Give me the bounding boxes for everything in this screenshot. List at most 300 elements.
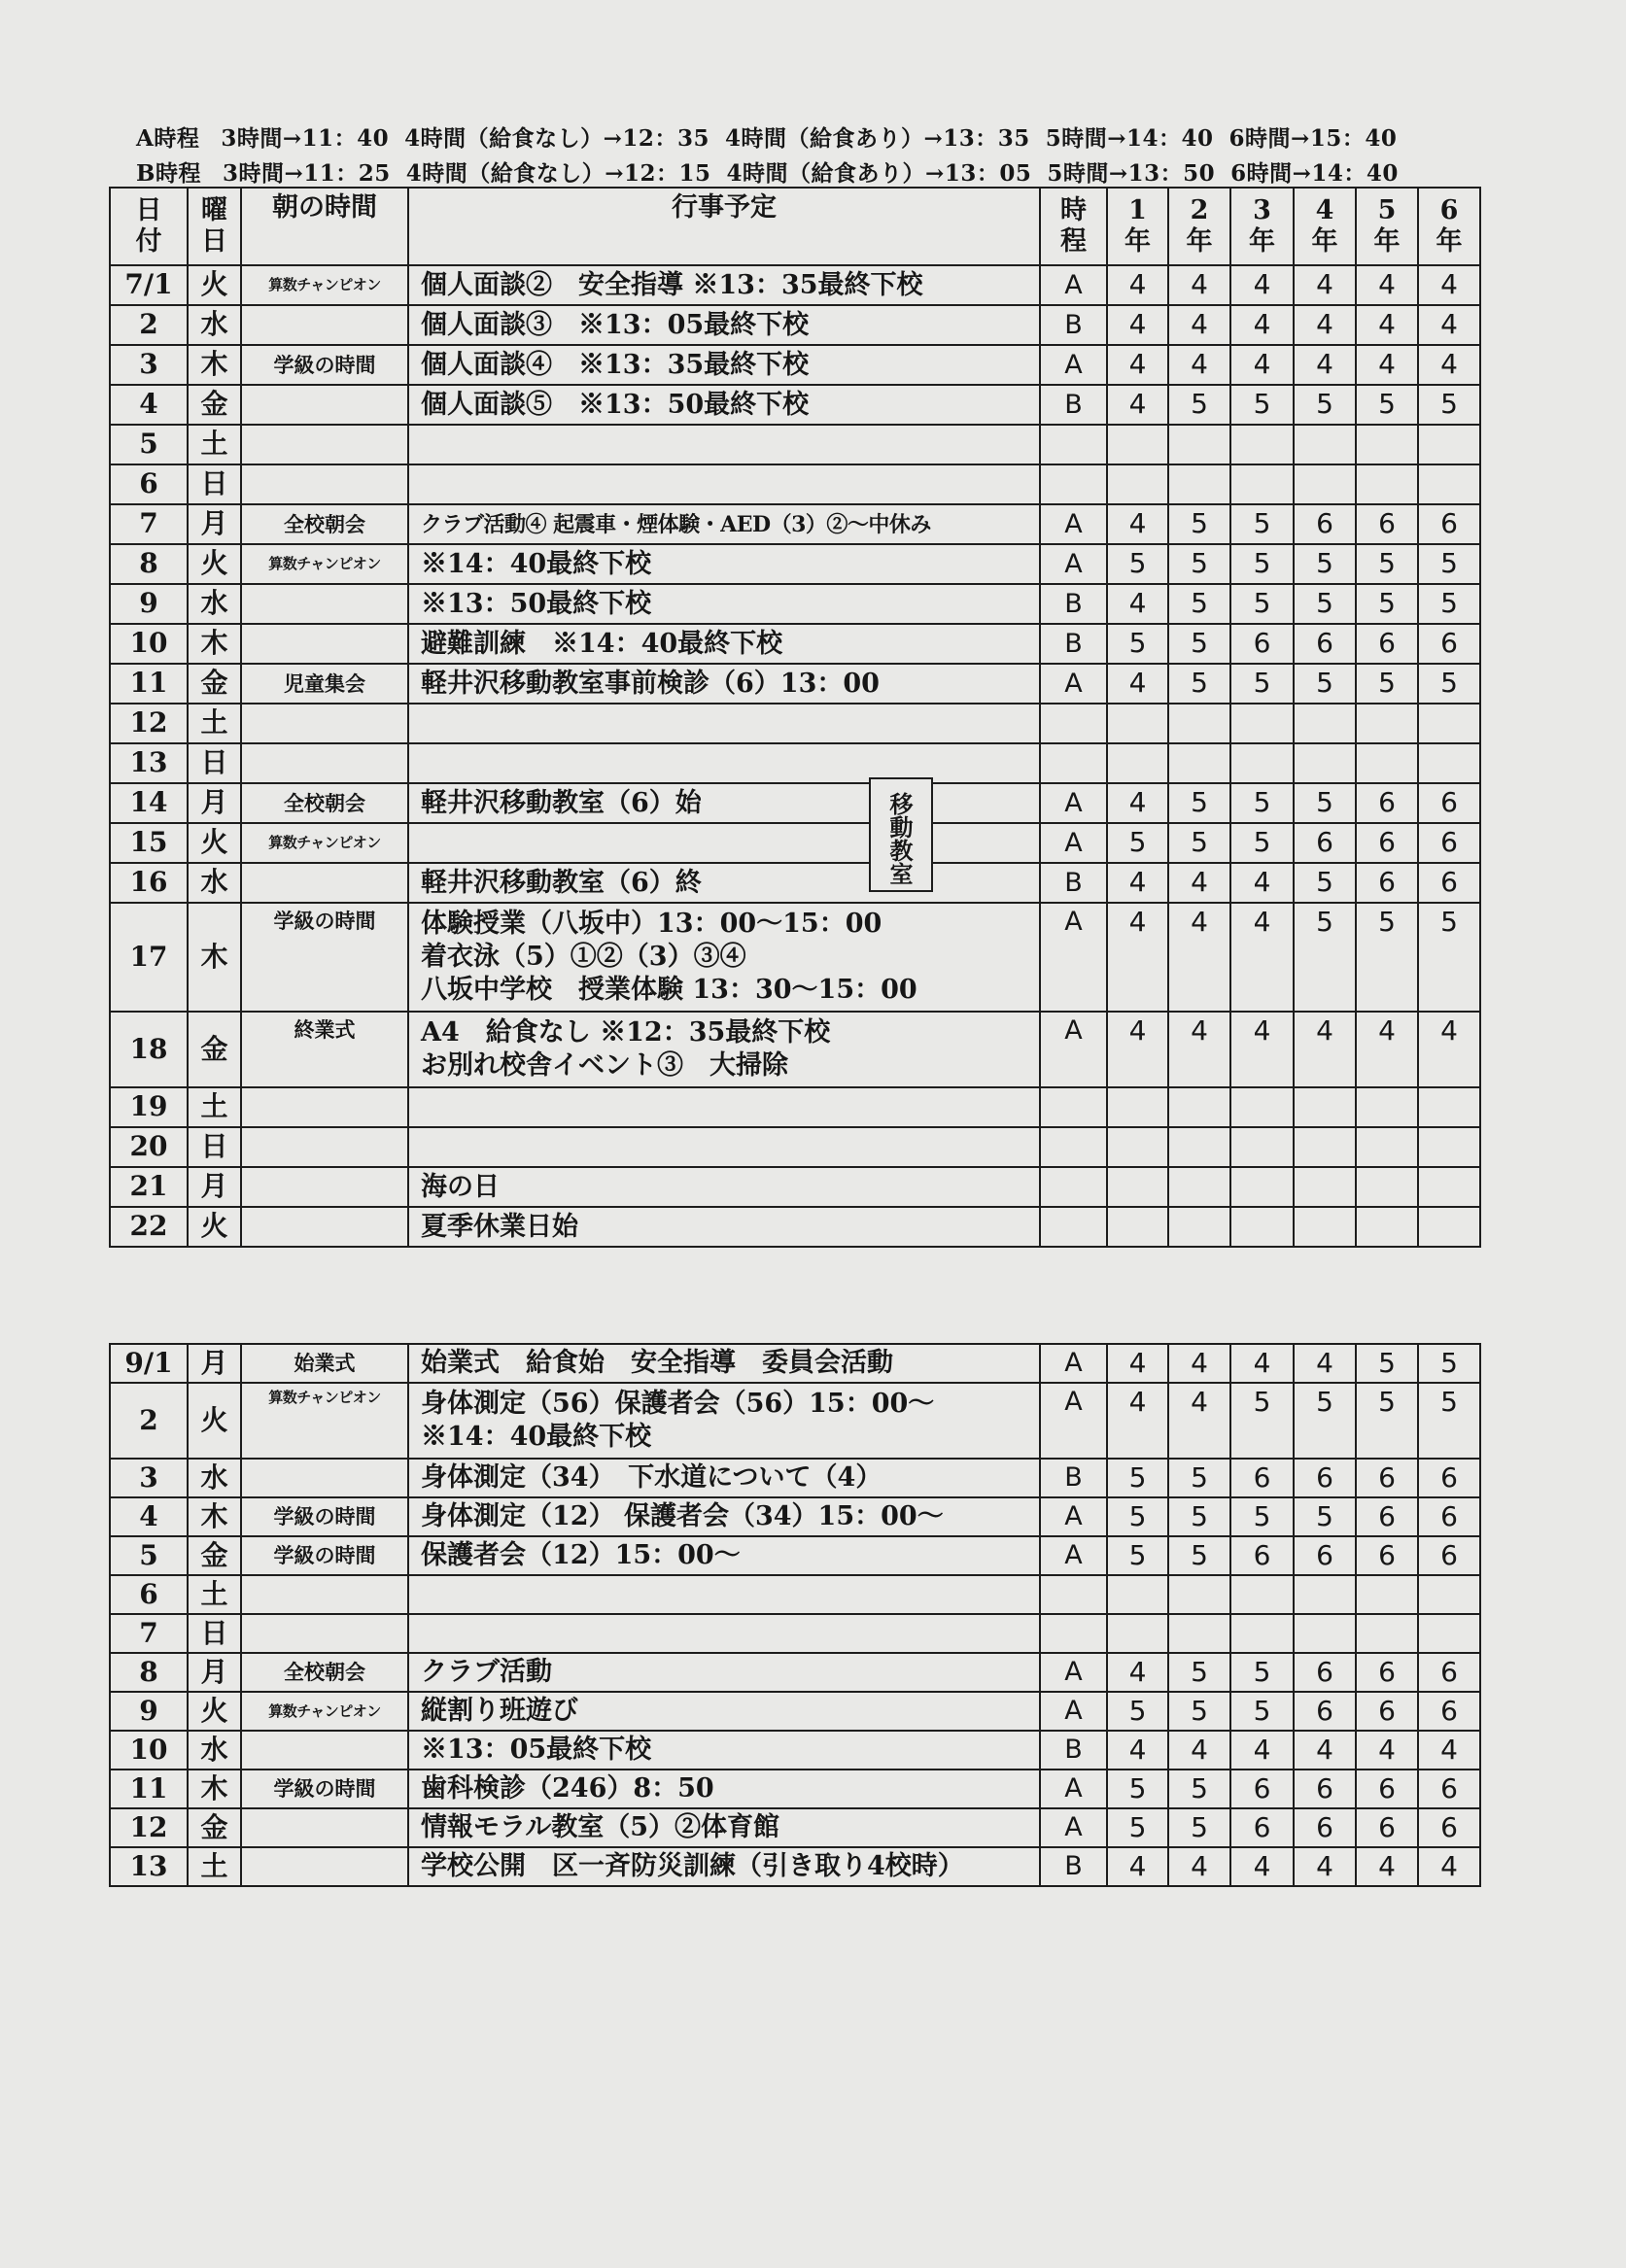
row-grade-2-hours (1168, 1614, 1230, 1653)
row-grade-6-hours: 4 (1418, 1731, 1480, 1770)
row-grade-5-hours: 4 (1356, 305, 1418, 345)
row-weekday: 水 (188, 305, 241, 345)
header-dow-2: 日 (201, 226, 227, 257)
row-jitei: A (1040, 1497, 1107, 1536)
row-date: 2 (110, 305, 188, 345)
header-grade-suffix: 年 (1373, 226, 1401, 257)
row-date: 13 (110, 743, 188, 783)
row-date: 15 (110, 823, 188, 863)
row-date: 12 (110, 1808, 188, 1847)
row-date: 12 (110, 704, 188, 743)
row-morning (241, 305, 408, 345)
row-grade-4-hours (1294, 704, 1356, 743)
row-date: 4 (110, 385, 188, 425)
schedule-row (110, 504, 1480, 544)
schedule-row (110, 783, 1480, 823)
row-grade-6-hours: 4 (1418, 265, 1480, 305)
row-date: 21 (110, 1167, 188, 1207)
row-date: 3 (110, 345, 188, 385)
row-grade-5-hours (1356, 1207, 1418, 1247)
row-morning: 算数チャンピオン (241, 1383, 408, 1459)
row-date: 5 (110, 425, 188, 464)
row-events (408, 1653, 1040, 1692)
event-line: 軽井沢移動教室（6）始 (421, 787, 702, 818)
row-grade-5-hours: 5 (1356, 544, 1418, 584)
row-grade-1-hours: 4 (1107, 783, 1168, 823)
schedule-row (110, 1127, 1480, 1167)
row-events (408, 584, 1040, 624)
row-grade-5-hours: 5 (1356, 385, 1418, 425)
row-grade-2-hours (1168, 1127, 1230, 1167)
row-grade-4-hours: 6 (1294, 1459, 1356, 1497)
row-grade-1-hours: 4 (1107, 863, 1168, 903)
row-grade-4-hours: 5 (1294, 1497, 1356, 1536)
row-jitei: B (1040, 305, 1107, 345)
row-jitei: A (1040, 1808, 1107, 1847)
row-grade-5-hours (1356, 464, 1418, 504)
move-classroom-note: 移動教室 (869, 777, 933, 892)
row-date: 16 (110, 863, 188, 903)
row-grade-1-hours: 5 (1107, 1459, 1168, 1497)
row-morning: 学級の時間 (241, 903, 408, 1012)
row-weekday: 月 (188, 504, 241, 544)
event-line: 身体測定（56）保護者会（56）15：00～ (421, 1389, 935, 1419)
row-morning (241, 704, 408, 743)
row-jitei (1040, 1207, 1107, 1247)
schedule-row (110, 584, 1480, 624)
row-weekday: 月 (188, 1344, 241, 1383)
row-events (408, 1167, 1040, 1207)
schedule-row (110, 1207, 1480, 1247)
row-morning (241, 1087, 408, 1127)
row-grade-2-hours (1168, 1167, 1230, 1207)
schedule-row (110, 1614, 1480, 1653)
row-grade-6-hours: 5 (1418, 664, 1480, 704)
header-ji-2: 程 (1060, 226, 1087, 257)
row-jitei: A (1040, 1770, 1107, 1808)
september-schedule-table (109, 1343, 1481, 1887)
header-grade-num: 2 (1190, 194, 1209, 225)
row-grade-6-hours: 6 (1418, 863, 1480, 903)
row-grade-5-hours: 4 (1356, 1731, 1418, 1770)
schedule-row (110, 704, 1480, 743)
row-grade-1-hours (1107, 464, 1168, 504)
event-line: 身体測定（12） 保護者会（34）15：00～ (421, 1501, 944, 1531)
row-grade-2-hours (1168, 1087, 1230, 1127)
row-grade-2-hours: 5 (1168, 1808, 1230, 1847)
row-grade-2-hours: 5 (1168, 1692, 1230, 1731)
header-date-2: 付 (135, 226, 162, 257)
row-grade-1-hours: 5 (1107, 624, 1168, 664)
row-weekday: 月 (188, 1167, 241, 1207)
row-jitei: B (1040, 385, 1107, 425)
row-weekday: 火 (188, 823, 241, 863)
row-grade-2-hours: 4 (1168, 1012, 1230, 1087)
schedule-row (110, 544, 1480, 584)
row-grade-3-hours: 5 (1230, 664, 1294, 704)
row-morning: 学級の時間 (241, 345, 408, 385)
event-line: A4 給食なし ※12：35最終下校 (421, 1017, 831, 1048)
row-grade-5-hours (1356, 1167, 1418, 1207)
row-jitei: B (1040, 863, 1107, 903)
row-grade-5-hours (1356, 1127, 1418, 1167)
row-date: 7/1 (110, 265, 188, 305)
row-weekday: 金 (188, 385, 241, 425)
event-line: ※14：40最終下校 (421, 548, 652, 579)
row-events (408, 1808, 1040, 1847)
row-grade-5-hours: 5 (1356, 1344, 1418, 1383)
event-line: クラブ活動 (421, 1657, 552, 1687)
row-morning (241, 743, 408, 783)
row-jitei: A (1040, 903, 1107, 1012)
row-events (408, 345, 1040, 385)
row-grade-3-hours: 5 (1230, 544, 1294, 584)
row-date: 9/1 (110, 1344, 188, 1383)
event-line: お別れ校舎イベント③ 大掃除 (421, 1050, 788, 1081)
row-grade-5-hours (1356, 425, 1418, 464)
row-grade-6-hours: 5 (1418, 1344, 1480, 1383)
event-line: クラブ活動④ 起震車・煙体験・AED（3）②～中休み (421, 511, 931, 537)
schedule-row (110, 1087, 1480, 1127)
row-grade-6-hours: 6 (1418, 624, 1480, 664)
row-grade-5-hours: 5 (1356, 664, 1418, 704)
row-grade-5-hours: 4 (1356, 265, 1418, 305)
schedule-row (110, 1847, 1480, 1886)
row-morning (241, 1207, 408, 1247)
schedule-row (110, 305, 1480, 345)
timing-b-4h-lunch: 4時間（給食あり）→13：05 (726, 160, 1032, 187)
schedule-row (110, 664, 1480, 704)
timing-b-6h: 6時間→14：40 (1230, 160, 1399, 187)
row-weekday: 日 (188, 1127, 241, 1167)
row-events (408, 1731, 1040, 1770)
row-date: 19 (110, 1087, 188, 1127)
row-events (408, 903, 1040, 1012)
row-grade-2-hours: 4 (1168, 1383, 1230, 1459)
schedule-row (110, 1770, 1480, 1808)
header-grade-suffix: 年 (1186, 226, 1213, 257)
row-grade-1-hours: 4 (1107, 903, 1168, 1012)
row-weekday: 水 (188, 863, 241, 903)
row-events (408, 624, 1040, 664)
row-grade-2-hours: 4 (1168, 1731, 1230, 1770)
row-grade-3-hours: 5 (1230, 1383, 1294, 1459)
timing-a-label: A時程 (136, 125, 200, 152)
row-date: 18 (110, 1012, 188, 1087)
row-grade-5-hours: 6 (1356, 1653, 1418, 1692)
row-grade-5-hours: 5 (1356, 1383, 1418, 1459)
event-line: 軽井沢移動教室事前検診（6）13：00 (421, 668, 880, 699)
row-date: 2 (110, 1383, 188, 1459)
row-jitei: A (1040, 823, 1107, 863)
row-grade-4-hours: 6 (1294, 823, 1356, 863)
row-grade-2-hours (1168, 425, 1230, 464)
header-date (110, 188, 188, 265)
schedule-row (110, 1536, 1480, 1575)
schedule-row (110, 1383, 1480, 1459)
schedule-row (110, 624, 1480, 664)
schedule-row (110, 1459, 1480, 1497)
row-grade-3-hours: 4 (1230, 1344, 1294, 1383)
row-weekday: 水 (188, 1731, 241, 1770)
row-morning (241, 425, 408, 464)
schedule-row (110, 265, 1480, 305)
schedule-row (110, 863, 1480, 903)
header-grade-suffix: 年 (1124, 226, 1151, 257)
row-grade-4-hours: 5 (1294, 385, 1356, 425)
event-line: 軽井沢移動教室（6）終 (421, 867, 702, 898)
row-date: 8 (110, 1653, 188, 1692)
row-grade-1-hours: 5 (1107, 1808, 1168, 1847)
event-line: 個人面談④ ※13：35最終下校 (421, 349, 810, 380)
row-grade-5-hours (1356, 704, 1418, 743)
row-jitei: B (1040, 1731, 1107, 1770)
row-grade-6-hours: 5 (1418, 903, 1480, 1012)
event-line: 個人面談③ ※13：05最終下校 (421, 309, 810, 340)
row-grade-2-hours: 4 (1168, 345, 1230, 385)
row-grade-4-hours: 5 (1294, 664, 1356, 704)
row-grade-2-hours: 5 (1168, 584, 1230, 624)
row-grade-6-hours: 6 (1418, 1808, 1480, 1847)
row-grade-6-hours: 4 (1418, 345, 1480, 385)
row-grade-3-hours: 4 (1230, 1847, 1294, 1886)
row-weekday: 金 (188, 1808, 241, 1847)
row-events (408, 823, 1040, 863)
row-grade-2-hours: 5 (1168, 1536, 1230, 1575)
header-dow-1: 曜 (201, 194, 227, 225)
event-line: 個人面談⑤ ※13：50最終下校 (421, 389, 810, 420)
row-grade-1-hours: 4 (1107, 1653, 1168, 1692)
row-events (408, 504, 1040, 544)
row-grade-2-hours: 5 (1168, 504, 1230, 544)
row-grade-5-hours: 6 (1356, 823, 1418, 863)
row-date: 5 (110, 1536, 188, 1575)
event-line: 身体測定（34） 下水道について（4） (421, 1462, 882, 1493)
schedule-row (110, 345, 1480, 385)
row-date: 4 (110, 1497, 188, 1536)
row-grade-3-hours: 6 (1230, 1770, 1294, 1808)
row-date: 9 (110, 1692, 188, 1731)
row-grade-3-hours: 4 (1230, 903, 1294, 1012)
row-morning (241, 1614, 408, 1653)
row-grade-5-hours: 6 (1356, 1770, 1418, 1808)
row-jitei (1040, 743, 1107, 783)
row-grade-6-hours (1418, 464, 1480, 504)
row-weekday: 火 (188, 1383, 241, 1459)
header-grade-suffix: 年 (1311, 226, 1338, 257)
row-grade-3-hours (1230, 464, 1294, 504)
schedule-row (110, 425, 1480, 464)
row-grade-6-hours (1418, 1207, 1480, 1247)
row-grade-5-hours: 6 (1356, 1808, 1418, 1847)
row-date: 6 (110, 464, 188, 504)
row-grade-5-hours: 6 (1356, 863, 1418, 903)
schedule-row (110, 743, 1480, 783)
row-events (408, 743, 1040, 783)
row-events (408, 1344, 1040, 1383)
row-jitei: B (1040, 1459, 1107, 1497)
event-line: 個人面談② 安全指導 ※13：35最終下校 (421, 269, 923, 300)
row-jitei (1040, 1575, 1107, 1614)
event-line: 始業式 給食始 安全指導 委員会活動 (421, 1348, 893, 1378)
row-grade-4-hours: 4 (1294, 1847, 1356, 1886)
row-jitei: B (1040, 1847, 1107, 1886)
row-grade-3-hours (1230, 1207, 1294, 1247)
row-grade-4-hours (1294, 1207, 1356, 1247)
row-morning: 算数チャンピオン (241, 1692, 408, 1731)
row-weekday: 木 (188, 1497, 241, 1536)
row-weekday: 土 (188, 425, 241, 464)
row-grade-5-hours (1356, 1614, 1418, 1653)
row-grade-6-hours: 6 (1418, 504, 1480, 544)
row-grade-6-hours (1418, 704, 1480, 743)
row-weekday: 日 (188, 743, 241, 783)
row-date: 10 (110, 1731, 188, 1770)
row-weekday: 日 (188, 464, 241, 504)
row-date: 20 (110, 1127, 188, 1167)
row-grade-1-hours: 5 (1107, 1692, 1168, 1731)
schedule-row (110, 1692, 1480, 1731)
row-grade-6-hours (1418, 425, 1480, 464)
row-morning (241, 464, 408, 504)
row-grade-3-hours: 4 (1230, 1731, 1294, 1770)
row-date: 7 (110, 1614, 188, 1653)
event-line: 夏季休業日始 (421, 1211, 578, 1242)
header-grade-2 (1168, 188, 1230, 265)
row-grade-6-hours: 6 (1418, 823, 1480, 863)
row-grade-3-hours: 4 (1230, 863, 1294, 903)
schedule-row (110, 823, 1480, 863)
row-grade-5-hours: 5 (1356, 903, 1418, 1012)
schedule-row (110, 1731, 1480, 1770)
row-grade-3-hours: 5 (1230, 1653, 1294, 1692)
header-grade-suffix: 年 (1436, 226, 1463, 257)
row-morning: 算数チャンピオン (241, 265, 408, 305)
schedule-row (110, 464, 1480, 504)
row-grade-1-hours (1107, 1575, 1168, 1614)
row-grade-6-hours: 6 (1418, 1536, 1480, 1575)
row-events (408, 1575, 1040, 1614)
row-grade-6-hours: 6 (1418, 1497, 1480, 1536)
row-events (408, 1692, 1040, 1731)
row-grade-4-hours: 4 (1294, 1344, 1356, 1383)
row-grade-3-hours (1230, 704, 1294, 743)
header-grade-6 (1418, 188, 1480, 265)
row-grade-3-hours: 5 (1230, 1692, 1294, 1731)
row-events (408, 265, 1040, 305)
row-grade-6-hours: 5 (1418, 544, 1480, 584)
row-grade-1-hours: 4 (1107, 664, 1168, 704)
row-grade-1-hours: 5 (1107, 1536, 1168, 1575)
row-grade-3-hours: 5 (1230, 783, 1294, 823)
header-row (110, 188, 1480, 265)
row-morning (241, 1731, 408, 1770)
row-jitei (1040, 425, 1107, 464)
row-grade-4-hours: 4 (1294, 265, 1356, 305)
row-events (408, 664, 1040, 704)
row-grade-5-hours: 6 (1356, 1536, 1418, 1575)
row-grade-6-hours (1418, 1167, 1480, 1207)
header-grade-suffix: 年 (1249, 226, 1275, 257)
row-grade-5-hours: 6 (1356, 783, 1418, 823)
row-events (408, 1383, 1040, 1459)
row-grade-3-hours: 6 (1230, 1459, 1294, 1497)
row-events (408, 1459, 1040, 1497)
row-weekday: 水 (188, 1459, 241, 1497)
schedule-row (110, 385, 1480, 425)
row-grade-2-hours: 5 (1168, 664, 1230, 704)
row-weekday: 火 (188, 265, 241, 305)
row-weekday: 木 (188, 903, 241, 1012)
row-grade-6-hours: 6 (1418, 1770, 1480, 1808)
event-line: 保護者会（12）15：00～ (421, 1540, 741, 1570)
row-grade-1-hours: 5 (1107, 544, 1168, 584)
row-jitei: A (1040, 1653, 1107, 1692)
timing-a-6h: 6時間→15：40 (1228, 125, 1398, 152)
row-grade-4-hours: 6 (1294, 1536, 1356, 1575)
event-line: 八坂中学校 授業体験 13：30～15：00 (421, 975, 917, 1005)
row-grade-6-hours: 6 (1418, 783, 1480, 823)
row-grade-1-hours: 4 (1107, 584, 1168, 624)
row-weekday: 木 (188, 345, 241, 385)
row-weekday: 水 (188, 584, 241, 624)
header-grade-num: 5 (1377, 194, 1397, 225)
row-grade-2-hours: 5 (1168, 1497, 1230, 1536)
row-jitei (1040, 1167, 1107, 1207)
row-jitei: A (1040, 345, 1107, 385)
row-grade-1-hours: 4 (1107, 385, 1168, 425)
row-morning: 全校朝会 (241, 1653, 408, 1692)
row-events (408, 425, 1040, 464)
row-grade-6-hours: 6 (1418, 1653, 1480, 1692)
row-morning (241, 1808, 408, 1847)
row-grade-4-hours: 6 (1294, 624, 1356, 664)
row-morning: 始業式 (241, 1344, 408, 1383)
row-weekday: 土 (188, 704, 241, 743)
row-morning: 算数チャンピオン (241, 544, 408, 584)
row-grade-1-hours (1107, 1167, 1168, 1207)
row-date: 9 (110, 584, 188, 624)
row-grade-6-hours (1418, 743, 1480, 783)
row-grade-5-hours: 6 (1356, 624, 1418, 664)
row-grade-4-hours: 5 (1294, 1383, 1356, 1459)
row-morning (241, 1847, 408, 1886)
row-grade-5-hours (1356, 1575, 1418, 1614)
row-grade-6-hours (1418, 1127, 1480, 1167)
row-jitei (1040, 1127, 1107, 1167)
row-grade-2-hours (1168, 464, 1230, 504)
row-grade-3-hours (1230, 743, 1294, 783)
row-events (408, 704, 1040, 743)
row-grade-4-hours: 5 (1294, 544, 1356, 584)
event-line: 体験授業（八坂中）13：00～15：00 (421, 909, 882, 939)
event-line: 縦割り班遊び (421, 1696, 578, 1726)
row-grade-6-hours: 5 (1418, 385, 1480, 425)
header-grade-4 (1294, 188, 1356, 265)
row-date: 14 (110, 783, 188, 823)
row-grade-1-hours (1107, 425, 1168, 464)
row-grade-3-hours: 4 (1230, 345, 1294, 385)
header-date-1: 日 (135, 194, 162, 225)
row-date: 11 (110, 664, 188, 704)
row-jitei: A (1040, 504, 1107, 544)
row-grade-3-hours: 5 (1230, 385, 1294, 425)
row-weekday: 木 (188, 624, 241, 664)
row-grade-4-hours: 5 (1294, 584, 1356, 624)
event-line: ※14：40最終下校 (421, 1422, 652, 1452)
row-grade-2-hours: 5 (1168, 624, 1230, 664)
row-grade-4-hours (1294, 1087, 1356, 1127)
